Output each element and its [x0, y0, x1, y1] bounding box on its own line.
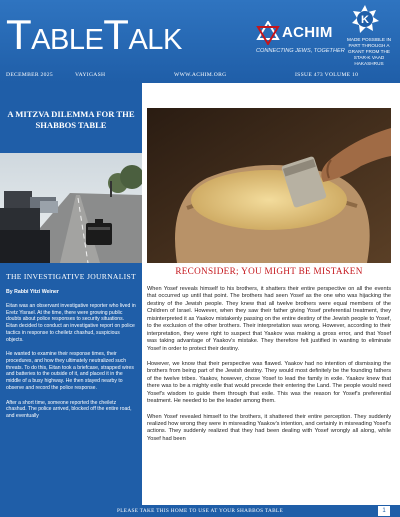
issue-info-bar — [0, 70, 400, 80]
highway-photo — [0, 153, 142, 263]
sidebar-article — [0, 263, 142, 505]
sidebar-paragraph: Eitan was an observant investigative reporter who lived in Eretz Yisrael. At the time, there were growing public doubts about police responses to security situations. Eitan decided to conduct an investigative report on police tactics in response to cheiletz chashud, suspicious objects. — [6, 303, 136, 343]
grain-sack-photo — [147, 108, 391, 263]
achim-logo — [256, 19, 345, 59]
article-paragraph: When Yosef revealed himself to the brothers, it shattered their entire perception. They suddenly realized how wrong they were in misreading Yaakov's intention, and certainly in misreading Yosef's actions. They suddenly realized that they had been dealing with Yosef wrongly all along, while Yosef had been — [147, 413, 391, 442]
footer-note: PLEASE TAKE THIS HOME TO USE AT YOUR SHABBOS TABLE — [117, 508, 283, 514]
svg-text:K: K — [361, 14, 369, 26]
sidebar-byline: By Rabbi Yitzi Weiner — [6, 289, 59, 295]
achim-logo-text: ACHIM — [282, 24, 333, 41]
footer-bar — [0, 505, 400, 517]
sidebar-article-title: THE INVESTIGATIVE JOURNALIST — [6, 272, 136, 281]
website-link[interactable]: WWW.ACHIM.ORG — [174, 72, 227, 78]
article-paragraph: When Yosef reveals himself to his brothers, it shatters their entire perspective on all the events that occurred up until that point. The brothers had seen Yosef as the one who was hijacking the destiny of the Jewish people. They knew that all twelve brothers were equal members of the Children of Israel. However, when they saw their father giving Yosef preferential treatment, they misinterpreted it as Yaakov mistakenly passing on the entire destiny of the Jewish people to Yosef, to the exclusion of the other brothers. Their interpretation was wrong. However, according to their interpretation, they were right to suspect that Yaakov was making a gross error, and that Yosef was taking advantage of Yaakov's mistake. They therefore felt justified in wanting to eliminate Yosef in order to protect their destiny. — [147, 286, 391, 352]
main-article — [147, 286, 391, 451]
issue-number: ISSUE 473 VOLUME 10 — [295, 72, 359, 78]
sidebar-paragraph: He wanted to examine their response times, their procedures, and how they ultimately neutralized such threats. To do this, Eitan took a briefcase, strapped wires and batteries to the outside of it, and placed it in the middle of a busy highway. He then stayed nearby to observe and record the police response. — [6, 351, 134, 391]
article-paragraph: However, we know that their perspective was flawed. Yaakov had no intention of dismissing the brothers from being part of the Jewish destiny. They would most definitely be the founding fathers of the twelve tribes. Yaakov, however, chose Yosef to lead the family in exile. Yaakov knew that there was to be a mighty exile that would precede their entering the Land. The people would need Yosef's wisdom to guide them through that exile. This was the reason for Yosef's preferential treatment. He needed to be the leader among them. — [147, 360, 391, 405]
kosher-badge-icon — [350, 4, 380, 34]
masthead-title: TableTalk — [6, 11, 182, 58]
issue-date: DECEMBER 2025 — [6, 72, 53, 78]
star-of-david-icon — [256, 21, 280, 45]
sidebar-paragraph: After a short time, someone reported the cheiletz chashud. The police arrived, blocked off the entire road, and eventually — [6, 399, 132, 420]
masthead-header — [0, 0, 400, 83]
page-number: 1 — [378, 506, 390, 516]
mitzvah-dilemma-banner: A MITZVA DILEMMA FOR THE SHABBOS TABLE — [0, 83, 142, 153]
article-title: RECONSIDER; YOU MIGHT BE MISTAKEN — [175, 266, 363, 276]
parsha-name: VAYIGASH — [75, 72, 106, 78]
grant-note: MADE POSSIBLE IN PART THROUGH A GRANT FROM THE STAR-K VAAD HAKASHRUS — [346, 37, 392, 66]
achim-tagline: CONNECTING JEWS, TOGETHER — [256, 48, 345, 54]
sidebar-column — [0, 83, 142, 505]
